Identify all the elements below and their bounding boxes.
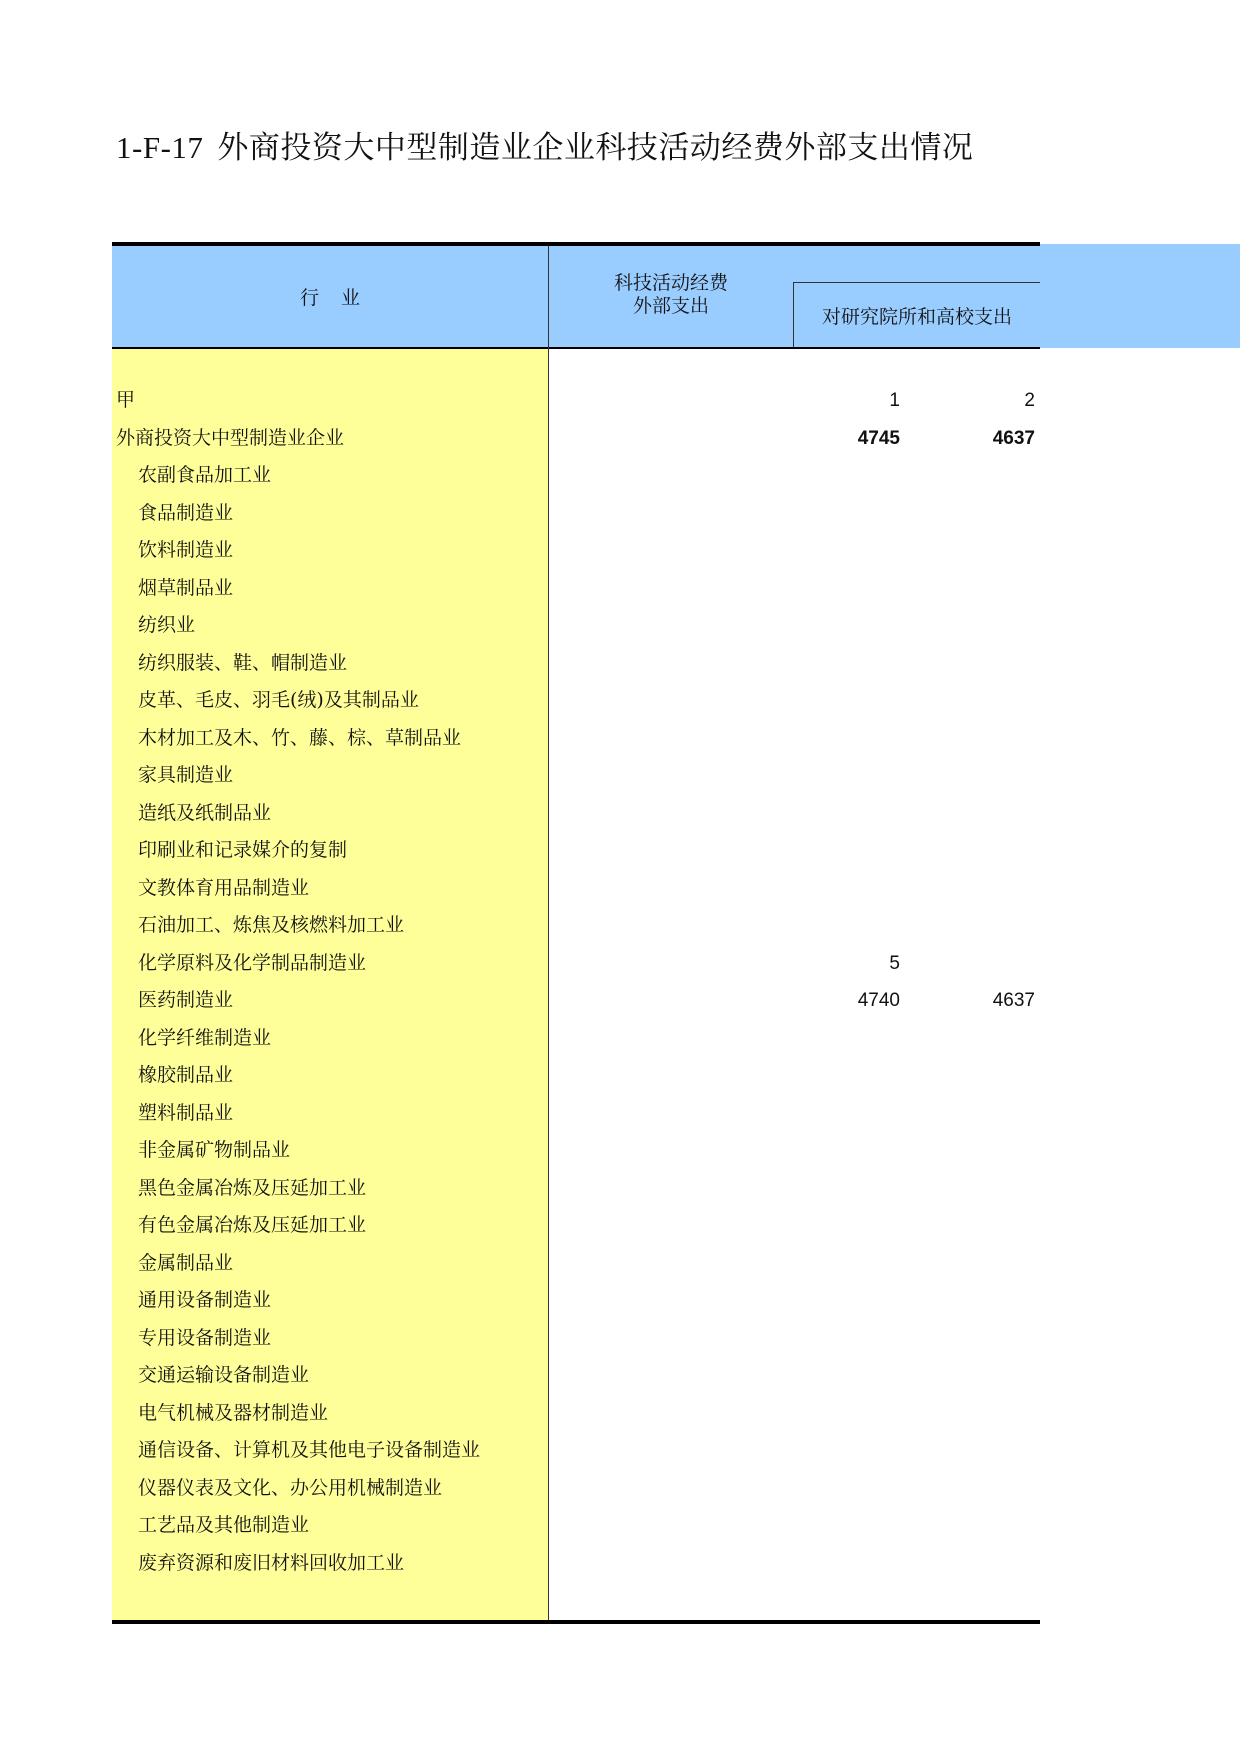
row-industry-name: 非金属矿物制品业: [138, 1139, 291, 1161]
header-external-expenditure: [549, 272, 793, 318]
table-row: [112, 1282, 1040, 1320]
table-row: [112, 382, 1040, 420]
row-industry-name: 塑料制品业: [138, 1101, 234, 1124]
table-row: [112, 1470, 1040, 1508]
row-research-institutes-expenditure: 2: [1024, 390, 1035, 411]
row-external-expenditure: 4745: [857, 427, 900, 449]
row-industry-name: 化学原料及化学制品制造业: [138, 951, 367, 974]
row-industry-name: 纺织业: [138, 614, 196, 636]
row-industry-name: 纺织服装、鞋、帽制造业: [138, 651, 348, 674]
row-industry-name: 金属制品业: [138, 1251, 234, 1274]
row-industry-name: 通信设备、计算机及其他电子设备制造业: [138, 1439, 481, 1461]
row-industry-name: 电气机械及器材制造业: [138, 1401, 329, 1424]
table-row: [112, 495, 1040, 533]
row-industry-name: 农副食品加工业: [138, 464, 272, 486]
row-external-expenditure: 1: [889, 390, 900, 411]
table-row: [112, 420, 1040, 458]
table-row: [112, 870, 1040, 908]
table-row: [112, 645, 1040, 683]
table-row: [112, 1207, 1040, 1245]
table-row: [112, 682, 1040, 720]
row-industry-name: 交通运输设备制造业: [138, 1364, 310, 1386]
row-industry-name: 有色金属冶炼及压延加工业: [138, 1214, 367, 1236]
table-row: [112, 1395, 1040, 1433]
row-industry-name: 文教体育用品制造业: [138, 876, 310, 899]
row-industry-name: 石油加工、炼焦及核燃料加工业: [138, 914, 405, 936]
table-row: [112, 1357, 1040, 1395]
row-industry-name: 烟草制品业: [138, 576, 234, 599]
row-industry-name: 甲: [116, 389, 136, 411]
row-industry-name: 废弃资源和废旧材料回收加工业: [138, 1551, 405, 1574]
table-row: [112, 795, 1040, 833]
header-industry: 行业: [299, 286, 382, 309]
table-row: [112, 757, 1040, 795]
table-row: [112, 1095, 1040, 1133]
table-row: [112, 907, 1040, 945]
row-external-expenditure: 5: [889, 952, 900, 974]
header-col1-line1: 科技活动经费: [613, 272, 728, 294]
row-industry-name: 外商投资大中型制造业企业: [116, 426, 345, 449]
table-code: 1-F-17: [116, 130, 204, 165]
table-row: [112, 1507, 1040, 1545]
row-industry-name: 饮料制造业: [138, 539, 234, 561]
row-industry-name: 黑色金属冶炼及压延加工业: [138, 1176, 367, 1199]
row-industry-name: 食品制造业: [138, 501, 234, 524]
table-row: [112, 720, 1040, 758]
header-col1-line2: 外部支出: [632, 295, 709, 317]
table-row: [112, 532, 1040, 570]
row-industry-name: 专用设备制造业: [138, 1326, 272, 1349]
bottom-rule: [112, 1620, 1040, 1624]
row-industry-name: 印刷业和记录媒介的复制: [138, 839, 348, 861]
table-row: [112, 1320, 1040, 1358]
row-industry-name: 化学纤维制造业: [138, 1026, 272, 1049]
row-industry-name: 皮革、毛皮、羽毛(绒)及其制品业: [138, 689, 419, 711]
row-research-institutes-expenditure: 4637: [992, 427, 1035, 449]
row-industry-name: 医药制造业: [138, 989, 234, 1011]
row-industry-name: 工艺品及其他制造业: [138, 1514, 310, 1536]
row-research-institutes-expenditure: 4637: [992, 990, 1035, 1011]
table-row: [112, 832, 1040, 870]
title-text: 外商投资大中型制造业企业科技活动经费外部支出情况: [217, 130, 974, 166]
row-industry-name: 造纸及纸制品业: [138, 801, 272, 824]
table-row: [112, 1432, 1040, 1470]
table-row: [112, 1245, 1040, 1283]
row-industry-name: 通用设备制造业: [138, 1289, 272, 1311]
table-row: [112, 982, 1040, 1020]
table-row: [112, 1132, 1040, 1170]
row-industry-name: 仪器仪表及文化、办公用机械制造业: [138, 1476, 443, 1499]
row-external-expenditure: 4740: [857, 990, 900, 1011]
table-row: [112, 1170, 1040, 1208]
table-row: [112, 1020, 1040, 1058]
page-title: [116, 122, 973, 167]
row-industry-name: 家具制造业: [138, 764, 234, 786]
table-row: [112, 1545, 1040, 1583]
table-row: [112, 1057, 1040, 1095]
table-row: [112, 607, 1040, 645]
table-row: [112, 570, 1040, 608]
table-row: [112, 457, 1040, 495]
row-industry-name: 橡胶制品业: [138, 1064, 234, 1086]
subheader-rule: [793, 282, 1040, 283]
header-research-institutes: 对研究院所和高校支出: [821, 306, 1012, 328]
table-row: [112, 945, 1040, 983]
row-industry-name: 木材加工及木、竹、藤、棕、草制品业: [138, 726, 462, 749]
